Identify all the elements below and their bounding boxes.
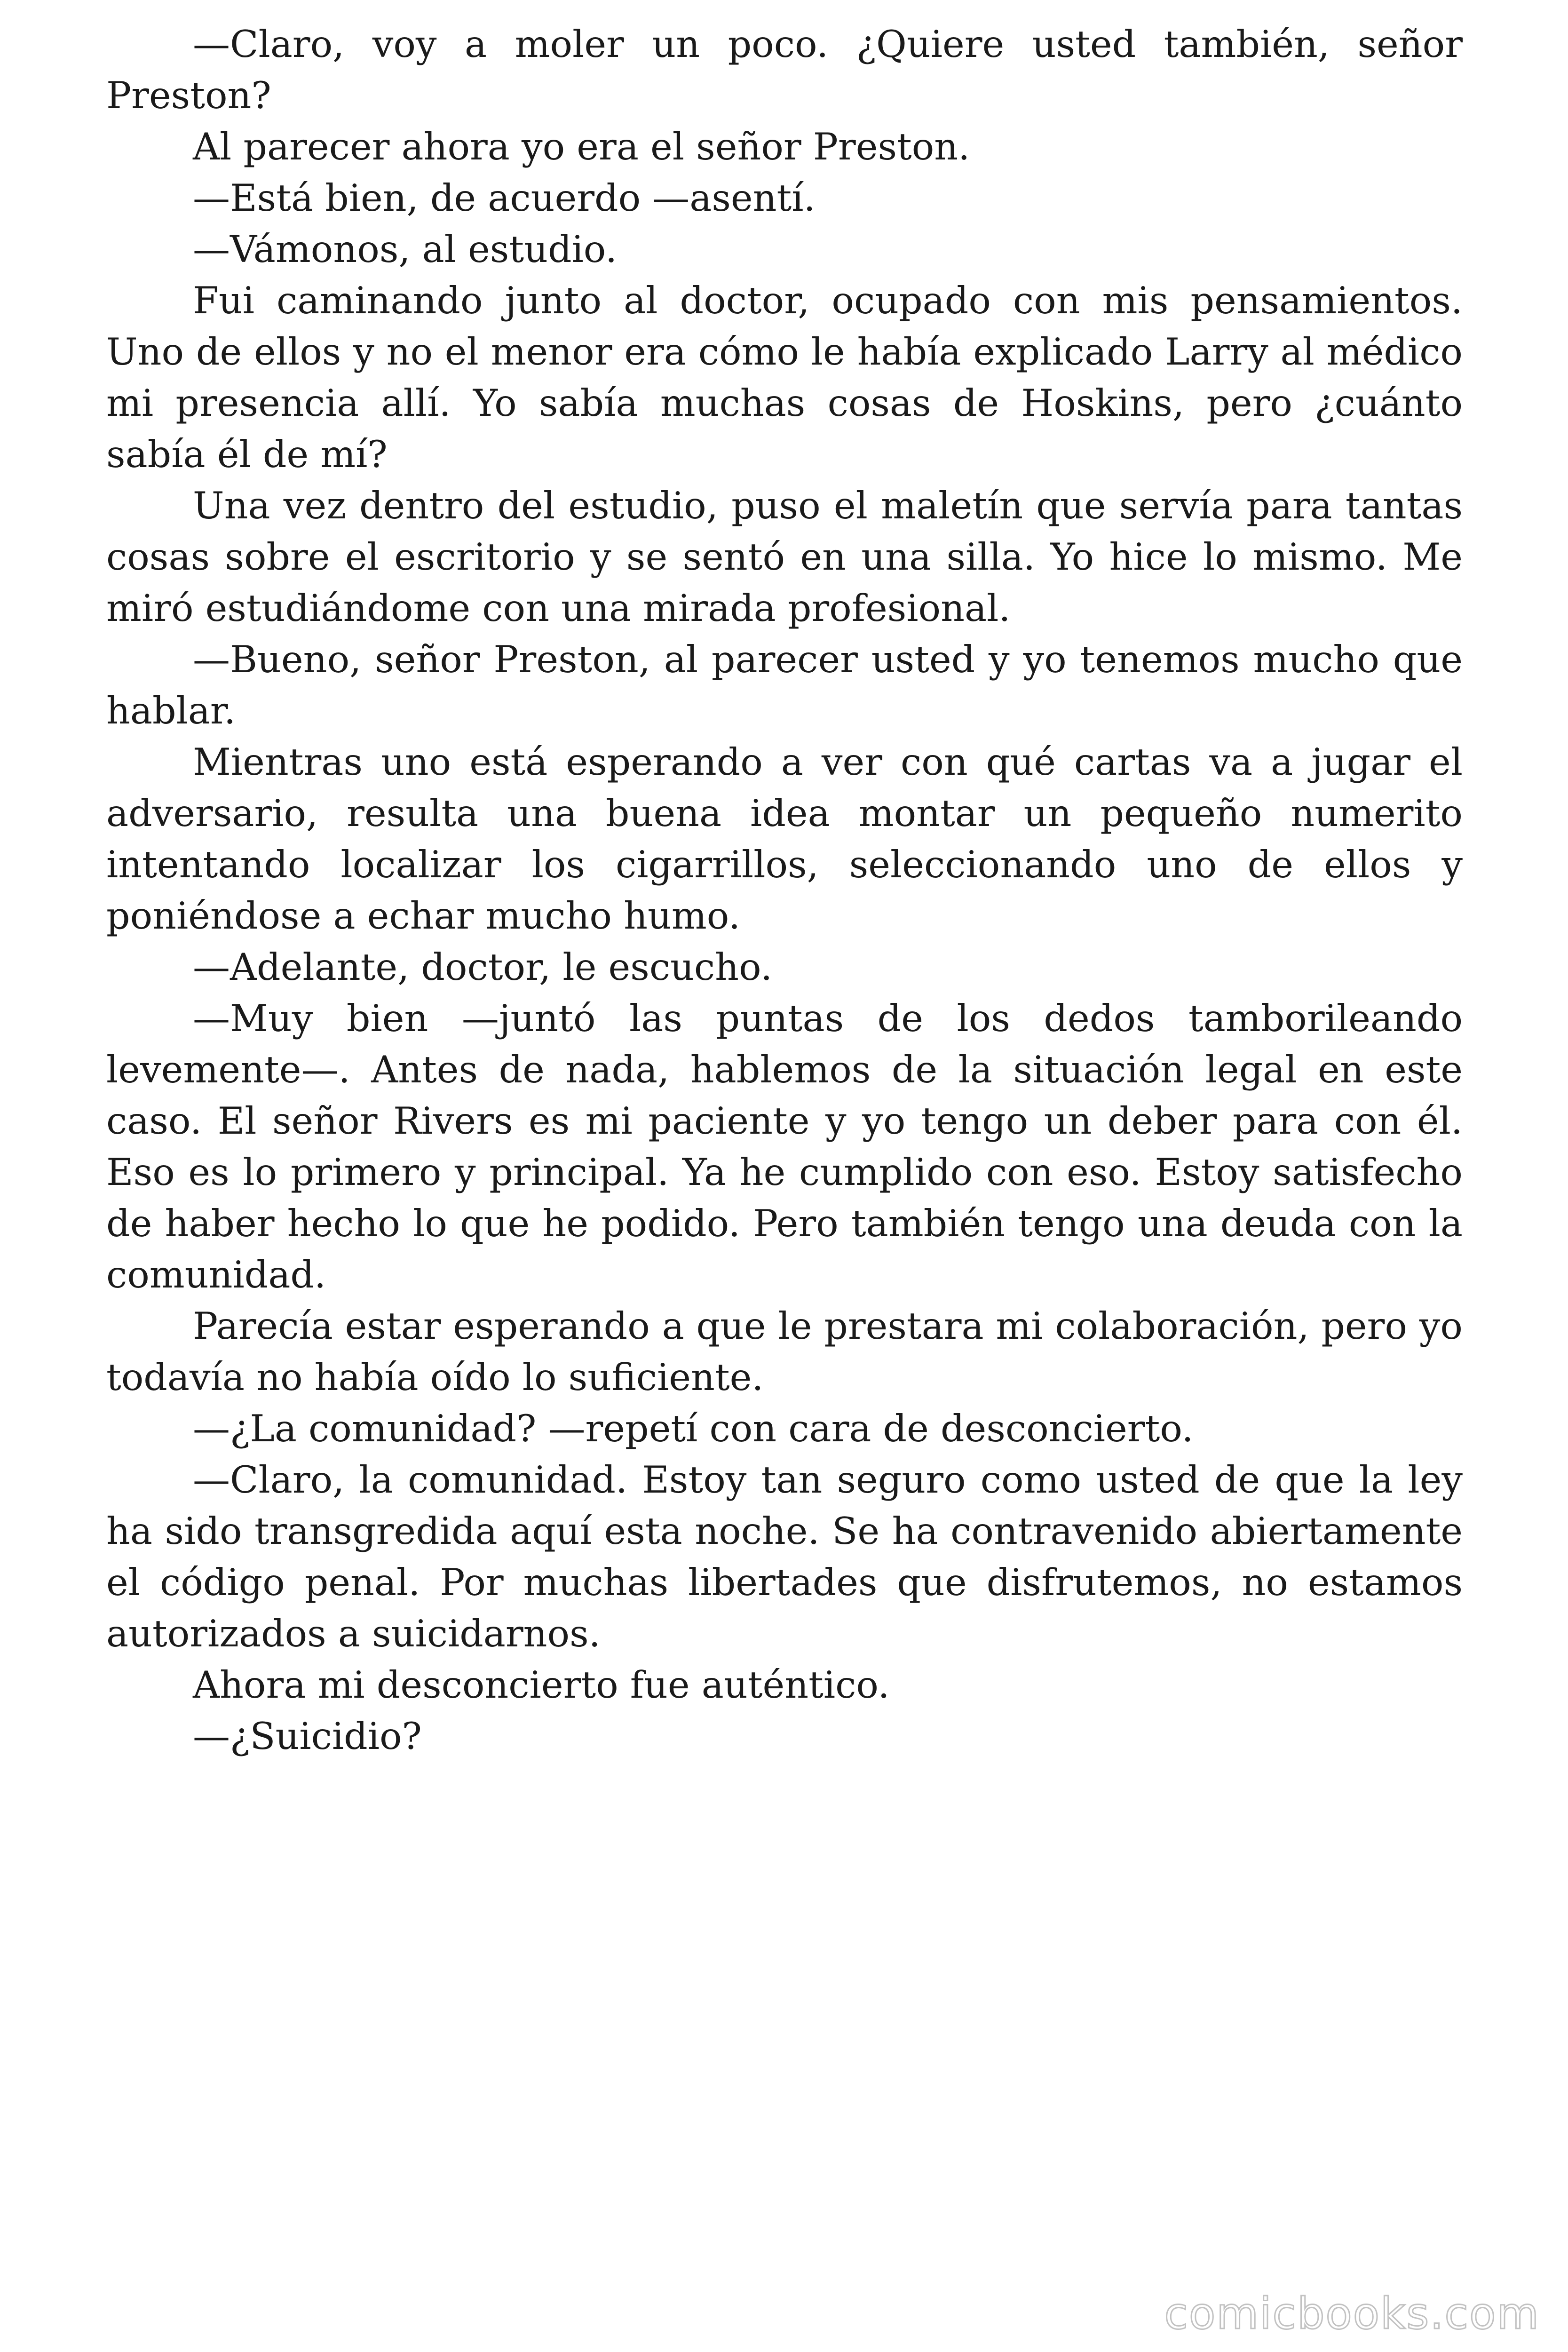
page-body [106, 19, 1463, 1762]
paragraph: —Bueno, señor Preston, al parecer usted y yo tenemos mucho que hablar. [106, 638, 1463, 732]
paragraph: —¿La comunidad? —repetí con cara de desconcierto. [193, 1407, 1194, 1450]
paragraph: Fui caminando junto al doctor, ocupado con mis pensamientos. Uno de ellos y no el menor era cómo le había explicado Larry al médico mi presencia allí. Yo sabía muchas cosas de Hoskins, pero ¿cuánto sabía él de mí? [106, 279, 1463, 476]
paragraph: —Claro, voy a moler un poco. ¿Quiere usted también, señor Preston? [106, 23, 1463, 117]
paragraph: Parecía estar esperando a que le prestara mi colaboración, pero yo todavía no había oído lo suficiente. [106, 1304, 1463, 1399]
watermark-text: comicbooks.com [1164, 2288, 1540, 2339]
paragraph: Al parecer ahora yo era el señor Preston. [193, 125, 970, 168]
paragraph: —Adelante, doctor, le escucho. [193, 946, 773, 989]
paragraph: —Vámonos, al estudio. [193, 228, 618, 271]
paragraph: —Está bien, de acuerdo —asentí. [193, 176, 816, 220]
paragraph: Una vez dentro del estudio, puso el maletín que servía para tantas cosas sobre el escritorio y se sentó en una silla. Yo hice lo mismo. Me miró estudiándome con una mirada profesional. [106, 484, 1463, 630]
paragraph: —Muy bien —juntó las puntas de los dedos tamborileando levemente—. Antes de nada, hablemos de la situación legal en este caso. El señor Rivers es mi paciente y yo tengo un deber para con él. Eso es lo primero y principal. Ya he cumplido con eso. Estoy satisfecho de haber hecho lo que he podido. Pero también tengo una deuda con la comunidad. [106, 997, 1463, 1296]
paragraph: —Claro, la comunidad. Estoy tan seguro como usted de que la ley ha sido transgredida aquí esta noche. Se ha contravenido abiertamente el código penal. Por muchas libertades que disfrutemos, no estamos autorizados a suicidarnos. [106, 1458, 1463, 1655]
paragraph: Mientras uno está esperando a ver con qué cartas va a jugar el adversario, resulta una buena idea montar un pequeño numerito intentando localizar los cigarrillos, seleccionando uno de ellos y poniéndose a echar mucho humo. [106, 740, 1463, 938]
paragraph: —¿Suicidio? [193, 1715, 422, 1758]
paragraph: Ahora mi desconcierto fue auténtico. [193, 1663, 890, 1707]
